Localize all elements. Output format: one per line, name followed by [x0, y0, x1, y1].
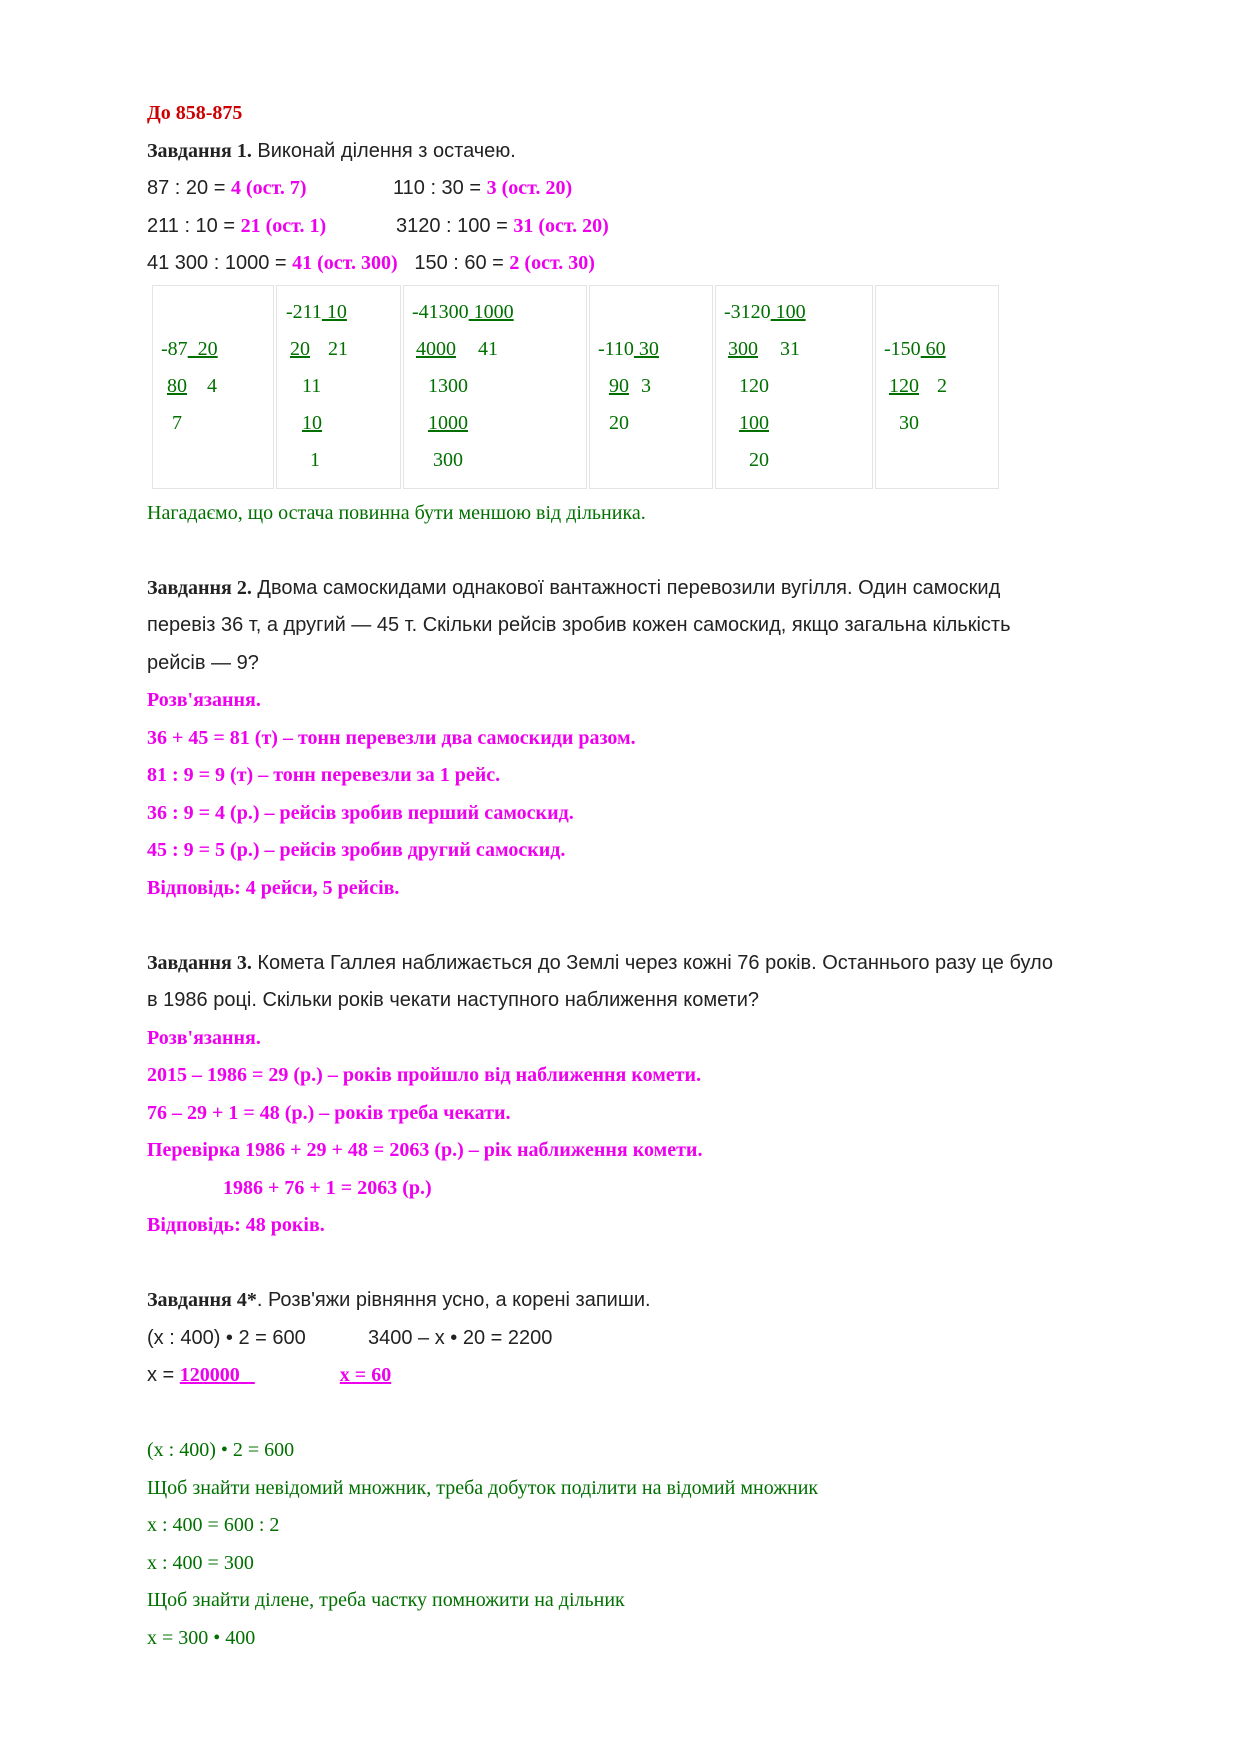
long-division-table — [152, 285, 1147, 491]
equation-1: (x : 400) • 2 = 600 — [147, 1326, 306, 1349]
expr: 41 300 : 1000 = — [147, 252, 293, 274]
task2-text: Двома самоскидами однакової вантажності перевозили вугілля. Один самоскид — [251, 576, 1001, 599]
task1-row-3 — [147, 245, 1147, 283]
task4-explanation-line: Щоб знайти невідомий множник, треба добуток поділити на відомий множник — [147, 1476, 819, 1499]
division-row: 1300 — [428, 374, 468, 397]
answer: 21 (ост. 1) — [240, 214, 327, 237]
division-remainder: 1 — [310, 448, 320, 471]
equation-2: 3400 – x • 20 = 2200 — [368, 1326, 553, 1349]
task1-label: Завдання 1. — [147, 139, 252, 162]
answer: 2 (ост. 30) — [509, 252, 595, 274]
answer: 4 (ост. 7) — [230, 177, 307, 199]
task1-reminder: Нагадаємо, що остача повинна бути меншою від дільника. — [147, 501, 646, 524]
division-cell — [276, 285, 401, 489]
expr: 110 : 30 = — [393, 177, 487, 199]
division-row: 300 31 — [728, 337, 800, 360]
division-row: 11 — [302, 374, 322, 397]
division-row: 100 — [739, 411, 769, 434]
expr: 211 : 10 = — [147, 214, 241, 237]
division-remainder: 20 — [609, 411, 629, 434]
task3-step: 2015 – 1986 = 29 (р.) – років пройшло від наближення комети. — [147, 1064, 702, 1086]
division-row: 10 — [302, 411, 322, 434]
division-row: 120 — [739, 374, 769, 397]
division-row: 20 21 — [290, 337, 348, 360]
division-row: -110 30 — [598, 337, 659, 360]
task1-text: Виконай ділення з остачею. — [251, 139, 516, 162]
task4-explanation-line: x : 400 = 300 — [147, 1551, 254, 1574]
division-remainder: 7 — [172, 411, 182, 434]
task3-text: Комета Галлея наближається до Землі через кожні 76 років. Останнього разу це було — [251, 951, 1054, 974]
division-row: -211 10 — [286, 300, 347, 323]
answer: 31 (ост. 20) — [513, 214, 609, 237]
task3-label: Завдання 3. — [147, 951, 252, 974]
task4-answers — [147, 1357, 1147, 1395]
task3-answer: Відповідь: 48 років. — [147, 1214, 325, 1236]
division-cell — [875, 285, 999, 489]
answer: 41 (ост. 300) — [292, 252, 398, 274]
task2-text-line: перевіз 36 т, а другий — 45 т. Скільки рейсів зробив кожен самоскид, якщо загальна кількість — [147, 614, 1011, 636]
division-cell — [152, 285, 274, 489]
task4-explanation-line: x = 300 • 400 — [147, 1626, 256, 1649]
task3-text-line: в 1986 році. Скільки років чекати наступного наближення комети? — [147, 989, 760, 1011]
task2-step: 36 + 45 = 81 (т) – тонн перевезли два самоскиди разом. — [147, 726, 636, 749]
division-cell — [589, 285, 713, 489]
task4-explanation-line: x : 400 = 600 : 2 — [147, 1514, 280, 1536]
task3-solution-title: Розв'язання. — [147, 1026, 261, 1049]
task4-text: . Розв'яжи рівняння усно, а корені запиши. — [256, 1289, 651, 1311]
division-remainder: 20 — [749, 448, 769, 471]
task1-row-2 — [147, 208, 1147, 246]
task4-heading — [147, 1282, 1147, 1320]
task4-label: Завдання 4* — [147, 1289, 257, 1311]
division-row: 80 4 — [167, 374, 217, 397]
division-cell — [403, 285, 587, 489]
division-row: 90 3 — [609, 374, 651, 397]
expr: 150 : 60 = — [414, 252, 510, 274]
task2-heading — [147, 570, 1147, 608]
answer-1: 120000 — [179, 1364, 255, 1386]
task3-step: 76 – 29 + 1 = 48 (р.) – років треба чекати. — [147, 1101, 511, 1124]
task1-heading — [147, 133, 1147, 171]
task2-answer: Відповідь: 4 рейси, 5 рейсів. — [147, 876, 400, 899]
task4-explanation-line: (x : 400) • 2 = 600 — [147, 1439, 295, 1461]
division-row: -150 60 — [884, 337, 946, 360]
expr: 87 : 20 = — [147, 177, 231, 199]
document-page — [147, 95, 1147, 1657]
task1-row-1 — [147, 170, 1147, 208]
task2-step: 81 : 9 = 9 (т) – тонн перевезли за 1 рейс. — [147, 764, 501, 786]
division-row: 4000 41 — [416, 337, 498, 360]
task4-explanation-line: Щоб знайти ділене, треба частку помножити на дільник — [147, 1589, 625, 1611]
task2-step: 45 : 9 = 5 (р.) – рейсів зробив другий самоскид. — [147, 839, 566, 861]
answer: 3 (ост. 20) — [486, 177, 573, 199]
x-prefix: x = — [147, 1364, 180, 1386]
task3-heading — [147, 945, 1147, 983]
division-row: 1000 — [428, 411, 468, 434]
answer-2: x = 60 — [339, 1364, 392, 1386]
task2-text-line: рейсів — 9? — [147, 651, 259, 674]
task2-solution-title: Розв'язання. — [147, 689, 261, 711]
expr: 3120 : 100 = — [396, 214, 514, 237]
task3-step: Перевірка 1986 + 29 + 48 = 2063 (р.) – рік наближення комети. — [147, 1139, 703, 1161]
section-title: До 858-875 — [147, 102, 243, 124]
division-cell — [715, 285, 873, 489]
task2-step: 36 : 9 = 4 (р.) – рейсів зробив перший самоскид. — [147, 801, 574, 824]
division-row: -87 20 — [161, 337, 218, 360]
division-row: 120 2 — [889, 374, 947, 397]
division-remainder: 30 — [899, 411, 919, 434]
task4-equations — [147, 1320, 1147, 1358]
task2-label: Завдання 2. — [147, 576, 252, 599]
task3-check: 1986 + 76 + 1 = 2063 (р.) — [223, 1176, 432, 1199]
division-remainder: 300 — [433, 448, 463, 471]
division-row: -41300 1000 — [412, 300, 514, 323]
division-row: -3120 100 — [724, 300, 806, 323]
